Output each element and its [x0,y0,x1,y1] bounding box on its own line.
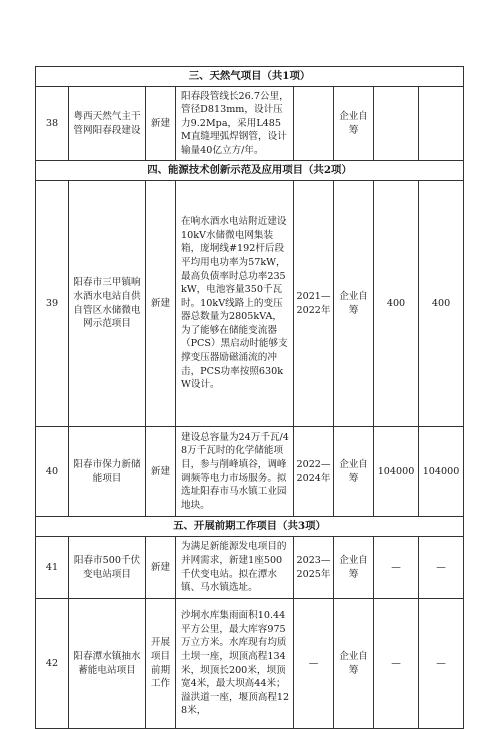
section-header [36,161,464,181]
planned-investment [419,87,464,161]
project-table [35,66,464,729]
total-investment: 400 [374,181,419,427]
row-number: 39 [36,181,69,427]
table-row [36,537,464,599]
section-title: 三、天然气项目（共1项） [36,67,464,87]
project-description: 阳春段管线长26.7公里，管径D813mm，设计压力9.2Mpa，采用L485M直缝埋弧焊钢管，设计输量40亿立方/年。 [176,87,294,161]
planned-investment: 400 [419,181,464,427]
total-investment: — [374,537,419,599]
construction-type: 开展项目前期工作 [146,599,176,729]
construction-period: — [294,599,334,729]
project-name: 阳春市三甲镇响水酒水电站自供自管区水储微电网示范项目 [69,181,146,427]
table-row [36,599,464,729]
funding-source: 企业自筹 [334,537,374,599]
row-number: 38 [36,87,69,161]
total-investment: — [374,599,419,729]
construction-type: 新建 [146,537,176,599]
project-description: 为满足新能源发电项目的并网需求，新建1座500千伏变电站。拟在潭水镇、马水镇选址。 [176,537,294,599]
section-title: 五、开展前期工作项目（共3项） [36,517,464,537]
row-number: 42 [36,599,69,729]
section-header [36,67,464,87]
construction-period: 2021—2022年 [294,181,334,427]
funding-source: 企业自筹 [334,599,374,729]
planned-investment: — [419,599,464,729]
funding-source: 企业自筹 [334,181,374,427]
project-name: 阳春市保力新储能项目 [69,427,146,517]
construction-period: 2022—2024年 [294,427,334,517]
row-number: 41 [36,537,69,599]
total-investment: 104000 [374,427,419,517]
project-name: 粤西天然气主干管网阳春段建设 [69,87,146,161]
total-investment [374,87,419,161]
planned-investment: — [419,537,464,599]
construction-period: 2023—2025年 [294,537,334,599]
construction-type: 新建 [146,87,176,161]
section-title: 四、能源技术创新示范及应用项目（共2项） [36,161,464,181]
section-header [36,517,464,537]
construction-period [294,87,334,161]
project-name: 阳春市500千伏变电站项目 [69,537,146,599]
project-description: 建设总容量为24万千瓦/48万千瓦时的化学储能项目，参与削峰填谷，调峰调频等电力市场服务。拟选址阳春市马水镇工业园地块。 [176,427,294,517]
construction-type: 新建 [146,427,176,517]
funding-source: 企业自筹 [334,87,374,161]
project-description: 在响水酒水电站附近建设10kV水储微电网集装箱，庞垌线#192杆后段平均用电功率为57kW，最高负债率时总功率235kW，电池容量350千瓦时。10kV线路上的变压器总数量为2805kVA，为了能够在储能变流器（PCS）黑启动时能够支撑变压器励磁涌流的冲击，PCS功率按照630kW设计。 [176,181,294,427]
table-row [36,181,464,427]
funding-source: 企业自筹 [334,427,374,517]
construction-type: 新建 [146,181,176,427]
project-description: 沙垌水库集雨面积10.44平方公里，最大库容975万立方米。水库现有均质土坝一座，坝顶高程134米，坝顶长200米，坝顶宽4米，最大坝高44米；溢洪道一座，堰顶高程128米， [176,599,294,729]
table-row [36,87,464,161]
project-name: 阳春潭水镇抽水蓄能电站项目 [69,599,146,729]
row-number: 40 [36,427,69,517]
table-row [36,427,464,517]
planned-investment: 104000 [419,427,464,517]
